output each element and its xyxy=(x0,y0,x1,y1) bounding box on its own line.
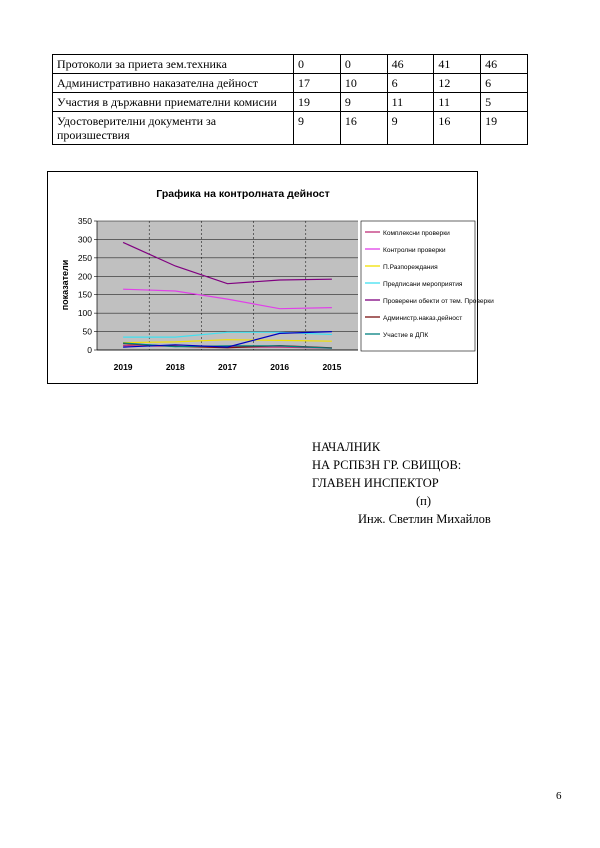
legend-label: Комплексни проверки xyxy=(383,230,450,237)
legend-label: Проверени обекти от тем. Проверки xyxy=(383,298,494,305)
row-value: 16 xyxy=(340,112,387,145)
row-value: 0 xyxy=(340,55,387,74)
x-tick-label: 2018 xyxy=(165,362,185,372)
table-row xyxy=(53,112,528,145)
row-value: 9 xyxy=(294,112,341,145)
chart-title: Графика на контролната дейност xyxy=(156,188,330,200)
page-number: 6 xyxy=(556,790,562,802)
row-label: Удостоверителни документи за произшествия xyxy=(53,112,294,145)
y-axis-label: показатели xyxy=(60,259,70,311)
y-tick-label: 350 xyxy=(77,216,92,226)
table-row xyxy=(53,74,528,93)
row-value: 46 xyxy=(481,55,528,74)
activity-table xyxy=(52,54,528,145)
table-row xyxy=(53,55,528,74)
x-axis xyxy=(97,350,358,372)
row-value: 0 xyxy=(294,55,341,74)
signatory-name: Инж. Светлин Михайлов xyxy=(358,512,491,526)
legend-label: Контролни проверки xyxy=(383,247,446,254)
legend-label: Участие в ДПК xyxy=(383,332,429,339)
row-value: 5 xyxy=(481,93,528,112)
line-chart xyxy=(48,172,494,383)
chart-container xyxy=(47,171,494,384)
plot-area xyxy=(97,221,358,350)
signature-position: ГЛАВЕН ИНСПЕКТОР xyxy=(312,476,439,490)
row-value: 12 xyxy=(434,74,481,93)
row-value: 10 xyxy=(340,74,387,93)
row-label: Участия в държавни приемателни комисии xyxy=(53,93,294,112)
row-value: 11 xyxy=(434,93,481,112)
row-value: 6 xyxy=(387,74,434,93)
row-value: 16 xyxy=(434,112,481,145)
row-label: Административно наказателна дейност xyxy=(53,74,294,93)
legend-label: Администр.наказ.дейност xyxy=(383,315,463,322)
signature-block xyxy=(312,438,491,528)
row-value: 11 xyxy=(387,93,434,112)
y-tick-label: 0 xyxy=(87,345,92,355)
x-tick-label: 2019 xyxy=(113,362,133,372)
y-tick-label: 100 xyxy=(77,308,92,319)
x-tick-label: 2017 xyxy=(218,362,237,372)
row-value: 9 xyxy=(387,112,434,145)
legend-label: П.Разпореждания xyxy=(383,264,438,271)
y-tick-label: 50 xyxy=(82,326,92,337)
row-value: 41 xyxy=(434,55,481,74)
signature-mark: (п) xyxy=(416,494,432,508)
y-tick-label: 250 xyxy=(77,252,92,263)
y-axis xyxy=(78,216,97,355)
row-label: Протоколи за приета зем.техника xyxy=(53,55,294,74)
x-tick-label: 2015 xyxy=(322,362,342,372)
y-tick-label: 300 xyxy=(77,234,92,245)
x-tick-label: 2016 xyxy=(270,362,290,372)
row-value: 19 xyxy=(481,112,528,145)
signature-title: НАЧАЛНИК xyxy=(312,440,381,454)
legend-label: Предписани мероприятия xyxy=(383,281,463,288)
row-value: 46 xyxy=(387,55,434,74)
y-tick-label: 150 xyxy=(77,289,92,300)
table-row xyxy=(53,93,528,112)
y-tick-label: 200 xyxy=(77,271,92,282)
row-value: 6 xyxy=(481,74,528,93)
row-value: 19 xyxy=(294,93,341,112)
row-value: 9 xyxy=(340,93,387,112)
signature-organization: НА РСПБЗН ГР. СВИЩОВ: xyxy=(312,458,462,472)
row-value: 17 xyxy=(294,74,341,93)
